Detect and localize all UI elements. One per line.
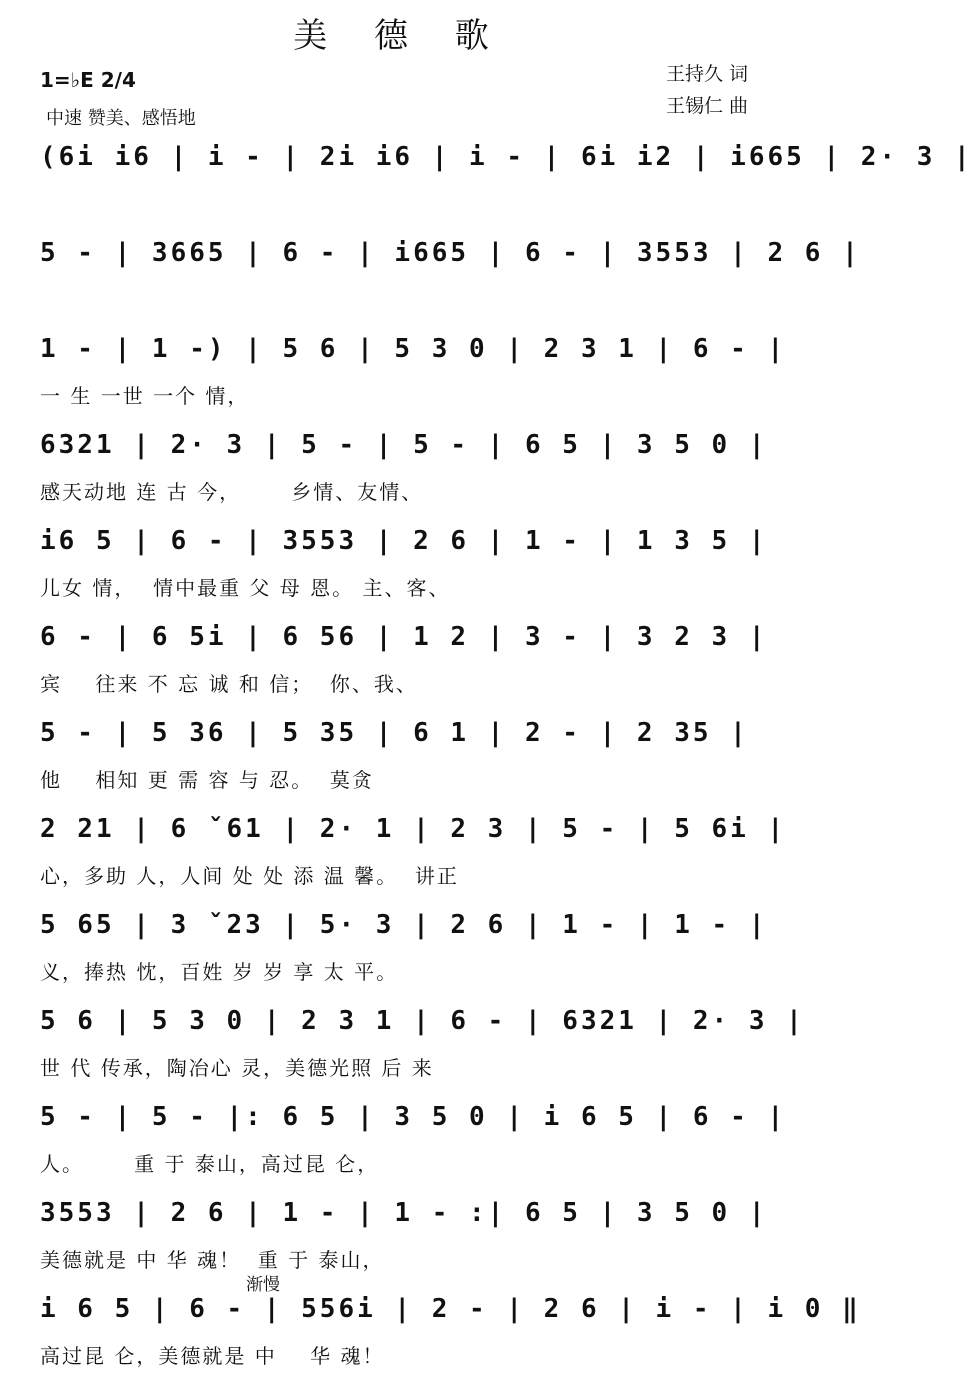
score-row [0, 704, 800, 814]
song-title: 美 德 歌 [293, 16, 507, 56]
tempo-marking: 中速 赞美、感悟地 [46, 108, 196, 129]
lyric-line [40, 284, 770, 318]
score-row [0, 1088, 800, 1198]
lyric-line: 儿女 情， 情中最重 父 母 恩。 主、客、 [40, 576, 451, 600]
notation-line: 5 65 | 3 ˇ23 | 5· 3 | 2 6 | 1 - | 1 - | [40, 910, 768, 940]
notation-line: 3553 | 2 6 | 1 - | 1 - :| 6 5 | 3 5 0 | [40, 1198, 768, 1228]
score-row [0, 800, 800, 910]
notation-line: 5 - | 5 - |: 6 5 | 3 5 0 | i 6 5 | 6 - | [40, 1102, 787, 1132]
lyric-line: 人。 重 于 泰山，高过昆 仑， [40, 1152, 380, 1176]
lyric-line: 美德就是 中 华 魂！ 重 于 泰山， [40, 1248, 385, 1272]
score-row [0, 1275, 861, 1390]
notation-line: i6 5 | 6 - | 3553 | 2 6 | 1 - | 1 3 5 | [40, 526, 768, 556]
lyricist: 王持久 词 [665, 63, 748, 85]
notation-line: 5 - | 5 36 | 5 35 | 6 1 | 2 - | 2 35 | [40, 718, 749, 748]
composer: 王锡仁 曲 [665, 95, 748, 117]
key-signature: 1=♭E 2/4 [40, 68, 136, 92]
score-row [0, 224, 861, 334]
notation-line: 6 - | 6 5i | 6 56 | 1 2 | 3 - | 3 2 3 | [40, 622, 768, 652]
lyric-line: 世 代 传承，陶冶心 灵，美德光照 后 来 [40, 1056, 434, 1080]
lyric-line: 感天动地 连 古 今， 乡情、友情、 [40, 480, 424, 504]
lyric-line: 他 相知 更 需 容 与 忍。 莫贪 [40, 768, 374, 792]
notation-line: 1 - | 1 -) | 5 6 | 5 3 0 | 2 3 1 | 6 - | [40, 334, 787, 364]
lyric-line: 宾 往来 不 忘 诚 和 信； 你、我、 [40, 672, 418, 696]
score-row [0, 608, 800, 718]
lyric-line: 心，多助 人，人间 处 处 添 温 馨。 讲正 [40, 864, 459, 888]
score-row [0, 1184, 800, 1294]
notation-line: 5 6 | 5 3 0 | 2 3 1 | 6 - | 6321 | 2· 3 | [40, 1006, 805, 1036]
lyric-line [40, 188, 770, 222]
notation-line: i 6 5 | 6 - | 556i | 2 - | 2 6 | i - | i 0 ‖ [40, 1294, 861, 1324]
ritardando-marking: 渐慢 [246, 1275, 280, 1295]
score-row [0, 512, 800, 622]
score-row [0, 416, 800, 526]
score [0, 128, 973, 1383]
score-row [0, 320, 800, 430]
notation-line: (6i i6 | i - | 2i i6 | i - | 6i i2 | i665 | 2· 3 | [40, 142, 973, 172]
credits [666, 58, 748, 122]
score-row [0, 128, 973, 238]
notation-line: 5 - | 3665 | 6 - | i665 | 6 - | 3553 | 2 6 | [40, 238, 861, 268]
lyric-line: 义，捧热 忱，百姓 岁 岁 享 太 平。 [40, 960, 399, 984]
lyric-line: 一 生 一世 一个 情， [40, 384, 250, 408]
score-row [0, 896, 800, 1006]
notation-line: 6321 | 2· 3 | 5 - | 5 - | 6 5 | 3 5 0 | [40, 430, 768, 460]
lyric-line: 高过昆 仑，美德就是 中 华 魂！ [40, 1344, 385, 1368]
notation-line: 2 21 | 6 ˇ61 | 2· 1 | 2 3 | 5 - | 5 6i | [40, 814, 787, 844]
score-row [0, 992, 805, 1102]
